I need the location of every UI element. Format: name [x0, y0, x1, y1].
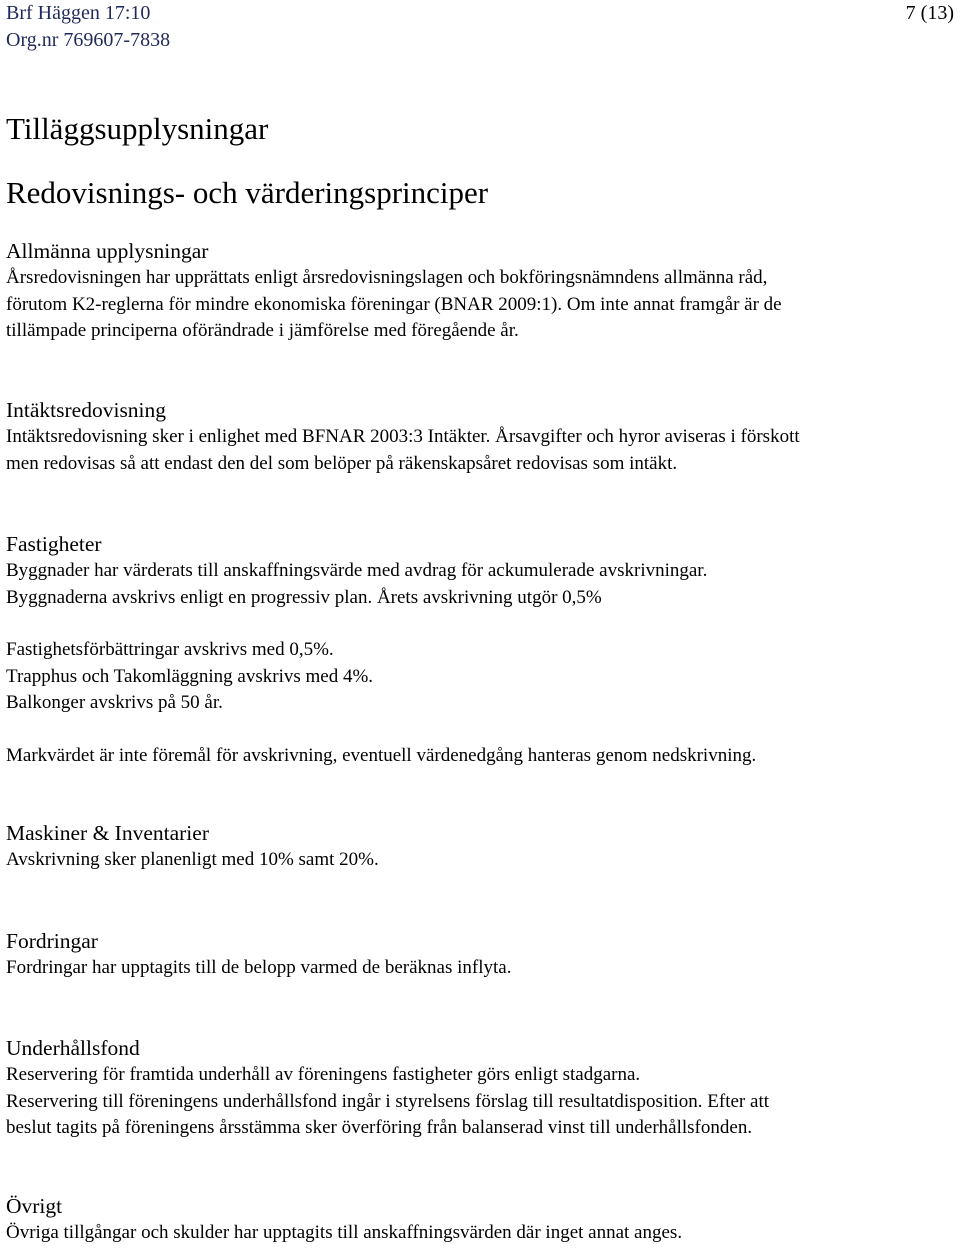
section-revenue — [6, 397, 954, 477]
sub-title: Redovisnings- och värderingsprinciper — [6, 175, 489, 210]
text-line: förutom K2-reglerna för mindre ekonomiska föreningar (BNAR 2009:1). Om inte annat framgår är de — [6, 293, 782, 315]
text-line: Balkonger avskrivs på 50 år. — [6, 692, 223, 713]
text-line: Trapphus och Takomläggning avskrivs med 4%. — [6, 665, 374, 687]
text-line: Årsredovisningen har upprättats enligt årsredovisningslagen och bokföringsnämndens allmänna råd, — [6, 267, 768, 288]
text-line: Fordringar har upptagits till de belopp varmed de beräknas inflyta. — [6, 957, 512, 978]
section-receivables — [6, 928, 954, 982]
text-line: Övriga tillgångar och skulder har upptagits till anskaffningsvärden där inget annat anges. — [6, 1222, 683, 1243]
section-heading-receivables: Fordringar — [6, 929, 98, 953]
page-number: 7 (13) — [905, 2, 954, 24]
section-heading-property: Fastigheter — [6, 532, 102, 556]
section-maintenance — [6, 1035, 954, 1142]
section-heading-machinery: Maskiner & Inventarier — [6, 821, 209, 845]
text-line: tillämpade principerna oförändrade i jämförelse med föregående år. — [6, 320, 519, 341]
text-line: Reservering för framtida underhåll av föreningens fastigheter görs enligt stadgarna. — [6, 1064, 641, 1085]
text-line: beslut tagits på föreningens årsstämma sker överföring från balanserad vinst till underhållsfonden. — [6, 1117, 753, 1138]
section-heading-general: Allmänna upplysningar — [6, 239, 209, 263]
text-line: Byggnaderna avskrivs enligt en progressiv plan. Årets avskrivning utgör 0,5% — [6, 586, 602, 608]
text-line: Avskrivning sker planenligt med 10% samt 20%. — [6, 849, 379, 870]
org-name-time: Brf Häggen 17:10 — [6, 2, 151, 24]
text-line: Byggnader har värderats till anskaffningsvärde med avdrag för ackumulerade avskrivningar. — [6, 560, 708, 581]
section-machinery — [6, 820, 954, 874]
section-other — [6, 1193, 954, 1247]
section-property — [6, 531, 954, 769]
text-line: Reservering till föreningens underhållsfond ingår i styrelsens förslag till resultatdisposition. Efter att — [6, 1090, 769, 1112]
section-heading-other: Övrigt — [6, 1194, 63, 1218]
section-heading-maintenance: Underhållsfond — [6, 1036, 140, 1060]
section-general — [6, 238, 954, 345]
text-line: Intäktsredovisning sker i enlighet med BFNAR 2003:3 Intäkter. Årsavgifter och hyror aviseras i förskott — [6, 426, 800, 447]
org-number: Org.nr 769607-7838 — [6, 29, 171, 51]
text-line: Fastighetsförbättringar avskrivs med 0,5%. — [6, 639, 334, 660]
text-line: men redovisas så att endast den del som belöper på räkenskapsåret redovisas som intäkt. — [6, 452, 678, 474]
land-value-note: Markvärdet är inte föremål för avskrivning, eventuell värdenedgång hanteras genom nedskrivning. — [6, 744, 757, 766]
section-heading-revenue: Intäktsredovisning — [6, 398, 167, 422]
main-title: Tilläggsupplysningar — [6, 111, 269, 146]
